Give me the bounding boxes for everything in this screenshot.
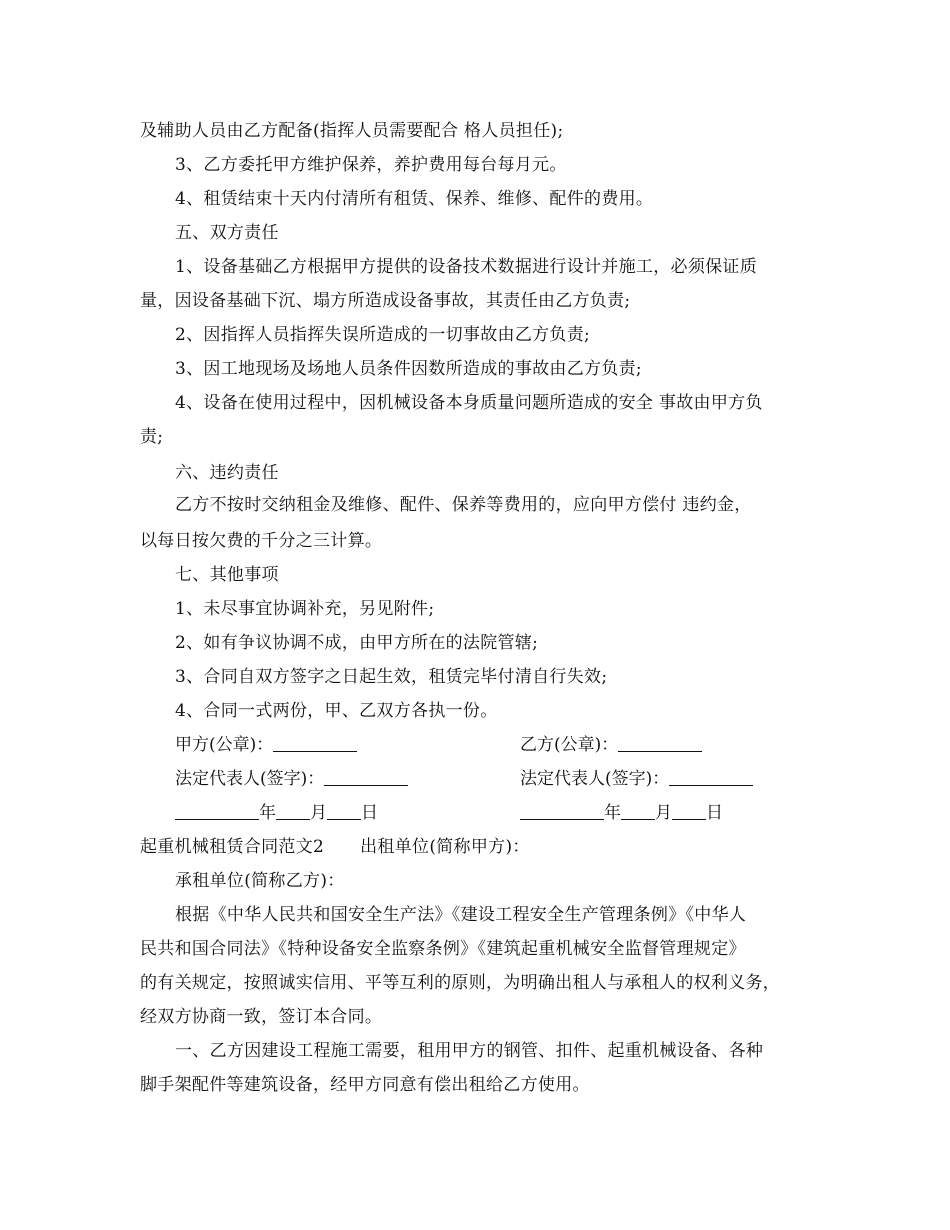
party-b-seal xyxy=(520,734,702,756)
party-a-date xyxy=(175,802,378,824)
section2-heading-line xyxy=(140,836,820,858)
month-label: 月 xyxy=(310,803,327,823)
date-blank xyxy=(276,803,310,820)
paragraph-line: 民共和国合同法》《特种设备安全监察条例》《建筑起重机械安全监督管理规定》 xyxy=(140,939,746,959)
paragraph-line: 以每日按欠费的千分之三计算。 xyxy=(140,531,383,551)
paragraph-line: 4、合同一式两份，甲、乙双方各执一份。 xyxy=(175,701,498,721)
paragraph-line: 1、设备基础乙方根据甲方提供的设备技术数据进行设计并施工，必须保证质 xyxy=(175,257,758,277)
party-a-representative xyxy=(175,768,408,790)
paragraph-line: 承租单位(简称乙方)： xyxy=(175,871,345,891)
paragraph-line: 脚手架配件等建筑设备，经甲方同意有偿出租给乙方使用。 xyxy=(140,1075,590,1095)
paragraph-line: 4、租赁结束十天内付清所有租赁、保养、维修、配件的费用。 xyxy=(175,189,654,209)
section-heading: 五、双方责任 xyxy=(175,223,279,243)
day-label: 日 xyxy=(361,803,378,823)
signature-blank xyxy=(669,769,753,786)
month-label: 月 xyxy=(655,803,672,823)
party-b-seal-label: 乙方(公章)： xyxy=(520,735,619,755)
paragraph-line: 及辅助人员由乙方配备(指挥人员需要配合 格人员担任); xyxy=(140,121,564,141)
section-heading: 六、违约责任 xyxy=(175,463,279,483)
paragraph-line: 的有关规定，按照诚实信用、平等互利的原则，为明确出租人与承租人的权利义务， xyxy=(140,973,781,993)
signature-blank xyxy=(324,769,408,786)
signature-blank xyxy=(273,735,357,752)
day-label: 日 xyxy=(706,803,723,823)
party-b-representative xyxy=(520,768,753,790)
date-blank xyxy=(672,803,706,820)
party-b-date xyxy=(520,802,723,824)
party-a-seal xyxy=(175,734,357,756)
paragraph-line: 责; xyxy=(140,427,164,447)
rep-b-label: 法定代表人(签字)： xyxy=(520,769,670,789)
paragraph-line: 乙方不按时交纳租金及维修、配件、保养等费用的，应向甲方偿付 违约金， xyxy=(175,495,752,515)
rep-a-label: 法定代表人(签字)： xyxy=(175,769,325,789)
paragraph-line: 4、设备在使用过程中，因机械设备本身质量问题所造成的安全 事故由甲方负 xyxy=(175,393,763,413)
paragraph-line: 2、因指挥人员指挥失误所造成的一切事故由乙方负责; xyxy=(175,325,591,345)
year-label: 年 xyxy=(259,803,276,823)
date-blank xyxy=(175,803,259,820)
section2-lessor: 出租单位(简称甲方)： xyxy=(360,837,530,857)
date-blank xyxy=(520,803,604,820)
section-heading: 七、其他事项 xyxy=(175,565,279,585)
date-blank xyxy=(327,803,361,820)
paragraph-line: 量，因设备基础下沉、塌方所造成设备事故，其责任由乙方负责; xyxy=(140,291,631,311)
paragraph-line: 3、因工地现场及场地人员条件因数所造成的事故由乙方负责; xyxy=(175,359,642,379)
signature-blank xyxy=(618,735,702,752)
paragraph-line: 3、乙方委托甲方维护保养，养护费用每台每月元。 xyxy=(175,155,567,175)
paragraph-line: 3、合同自双方签字之日起生效，租赁完毕付清自行失效; xyxy=(175,667,608,687)
paragraph-line: 2、如有争议协调不成，由甲方所在的法院管辖; xyxy=(175,633,539,653)
party-a-seal-label: 甲方(公章)： xyxy=(175,735,274,755)
paragraph-line: 一、乙方因建设工程施工需要，租用甲方的钢管、扣件、起重机械设备、各种 xyxy=(175,1041,764,1061)
paragraph-line: 根据《中华人民共和国安全生产法》《建设工程安全生产管理条例》《中华人 xyxy=(175,905,747,925)
paragraph-line: 经双方协商一致，签订本合同。 xyxy=(140,1007,383,1027)
section2-title: 起重机械租赁合同范文2 xyxy=(140,837,325,857)
year-label: 年 xyxy=(604,803,621,823)
date-blank xyxy=(621,803,655,820)
paragraph-line: 1、未尽事宜协调补充，另见附件; xyxy=(175,599,435,619)
